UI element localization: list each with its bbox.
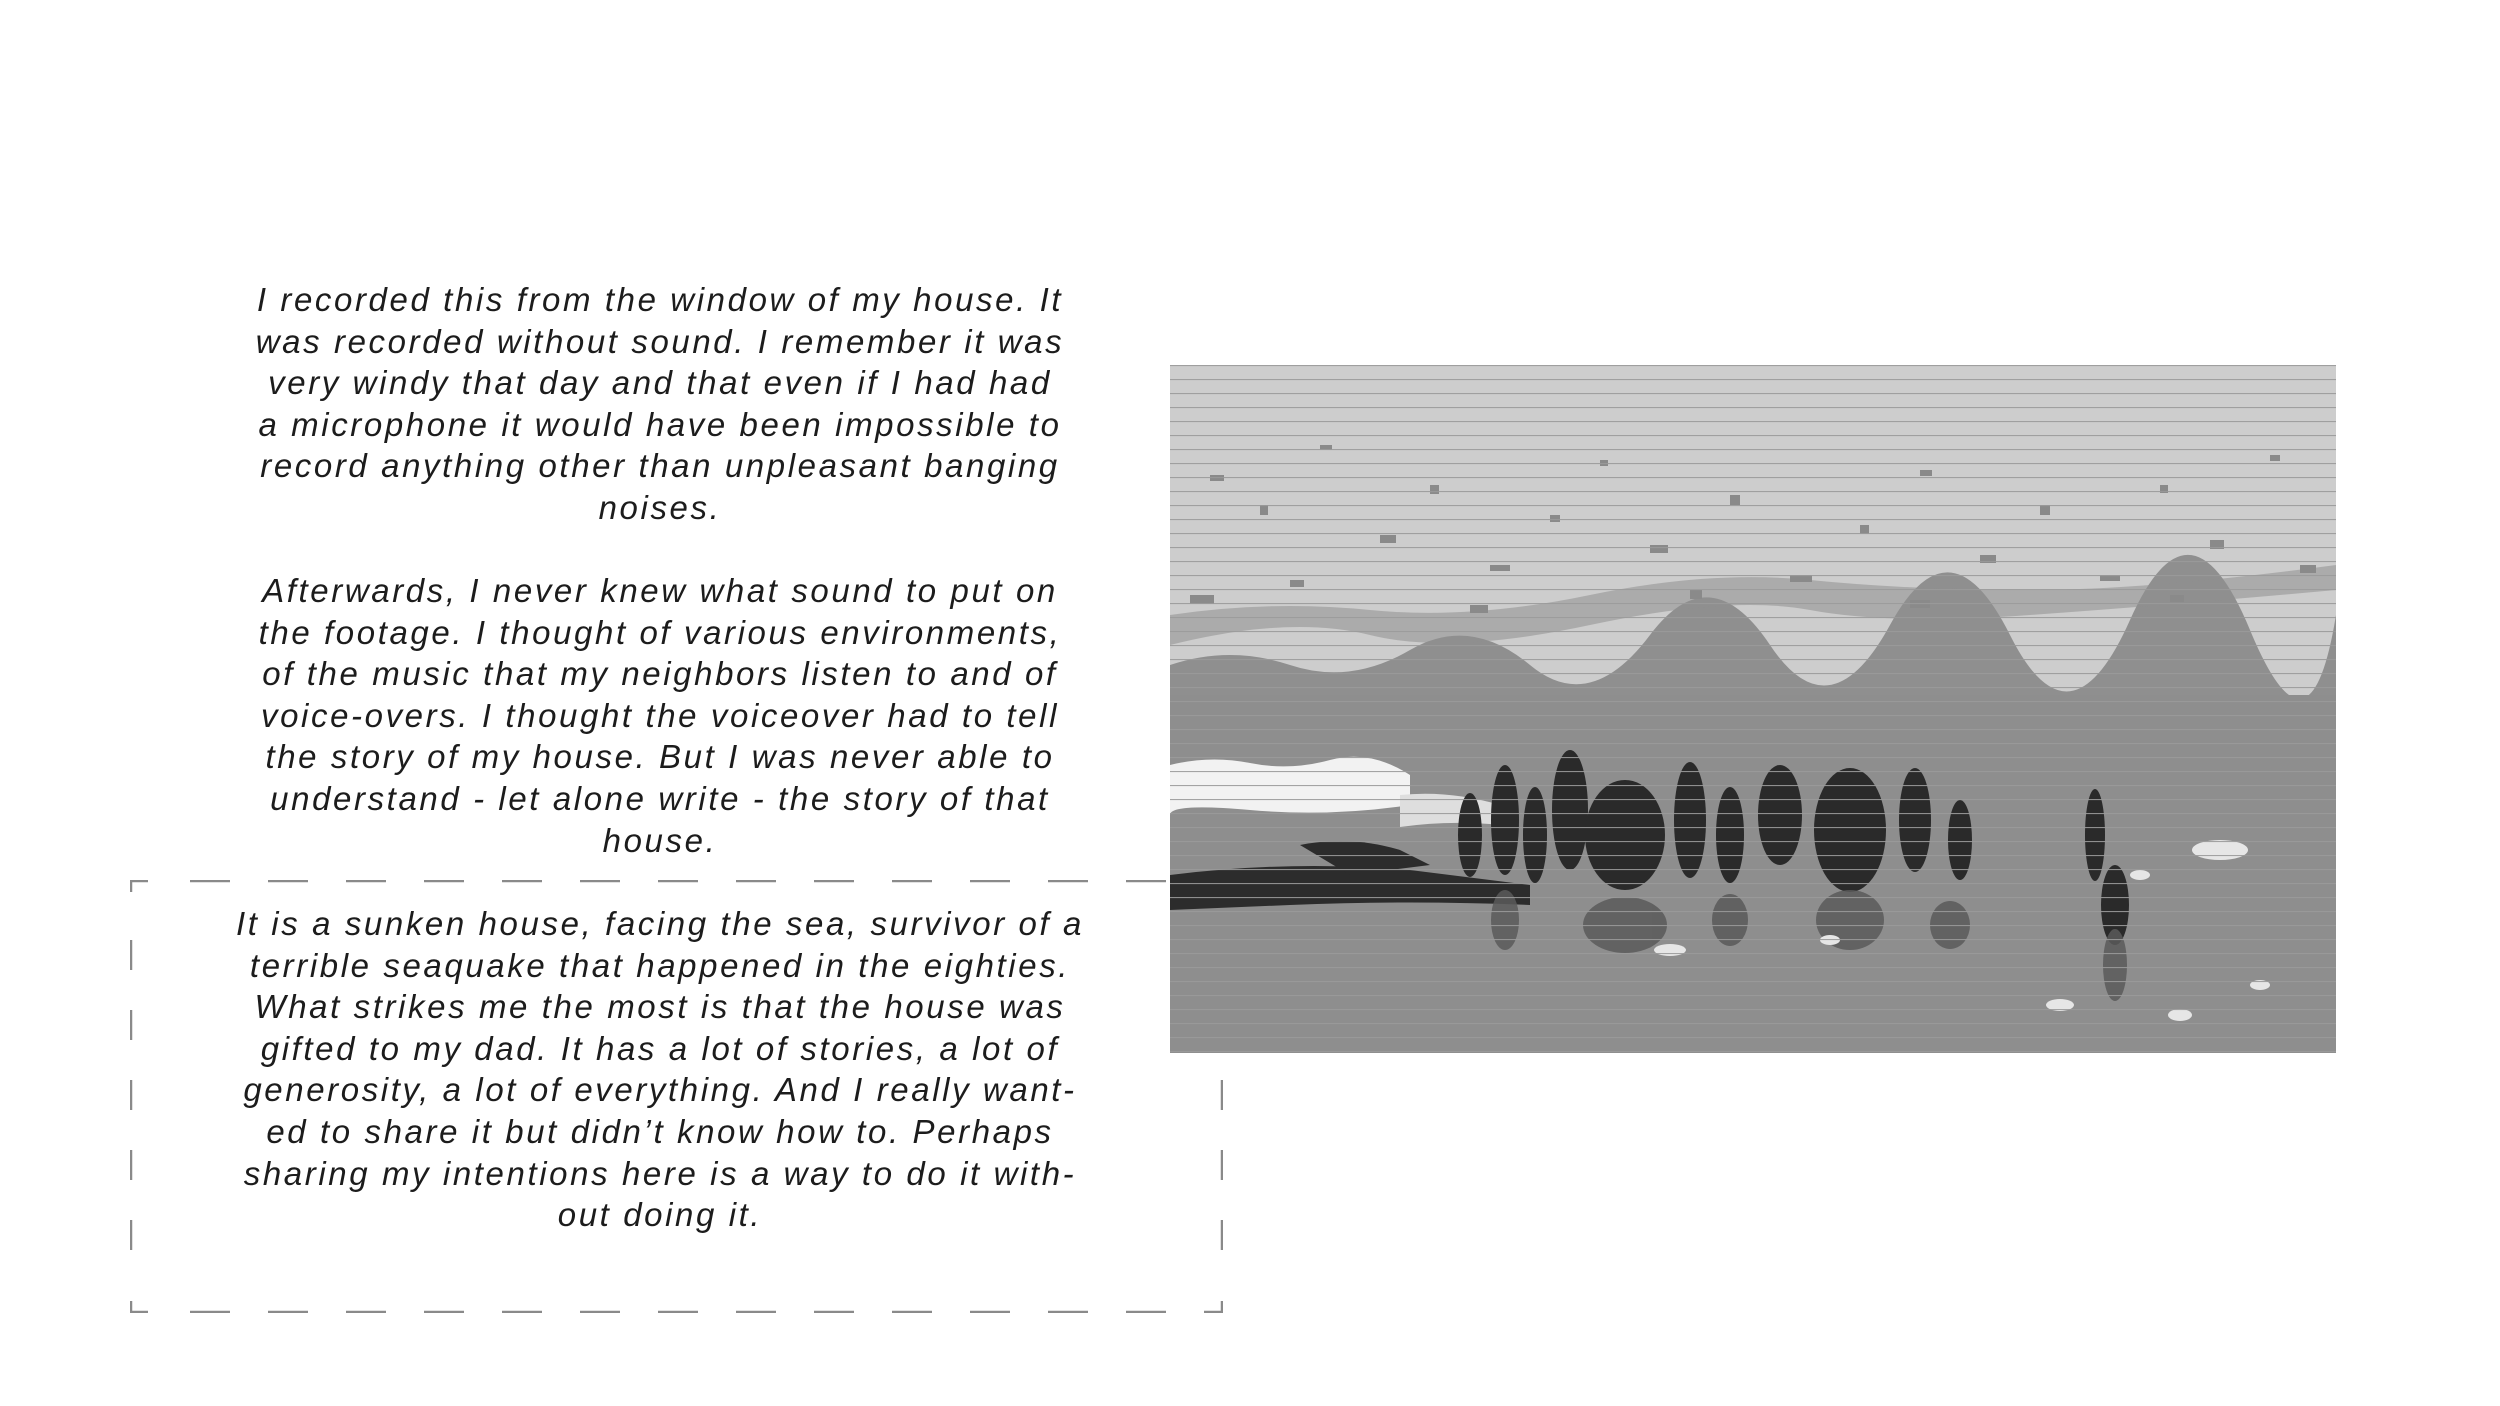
afterwards-paragraph: Afterwards, I never knew what sound to put on the footage. I thought of various environments, of the music that my neighbors listen to and of voice-overs. I thought the voiceover had to tell the story of my house. But I was never able to understand - let alone write - the story of that house.: [258, 572, 1062, 859]
scanlines: [1170, 365, 2336, 1053]
intro-paragraph: I recorded this from the window of my house. It was recorded without sound. I remember it was very windy that day and that even if I had had a microphone it would have been impossible to record anything other than unpleasant banging noises.: [255, 281, 1065, 526]
sunken-house-paragraph: It is a sunken house, facing the sea, survivor of a terrible seaquake that happened in the eighties. What strikes me the most is that the house was gifted to my dad. It has a lot of stories, a lot of generosity, a lot of everything. And I really want- ed to share it but didn’t know how to. Perhaps sharing my intentions here is a way to do it with- out doing it.: [236, 905, 1084, 1234]
video-still: [1170, 365, 2336, 1053]
